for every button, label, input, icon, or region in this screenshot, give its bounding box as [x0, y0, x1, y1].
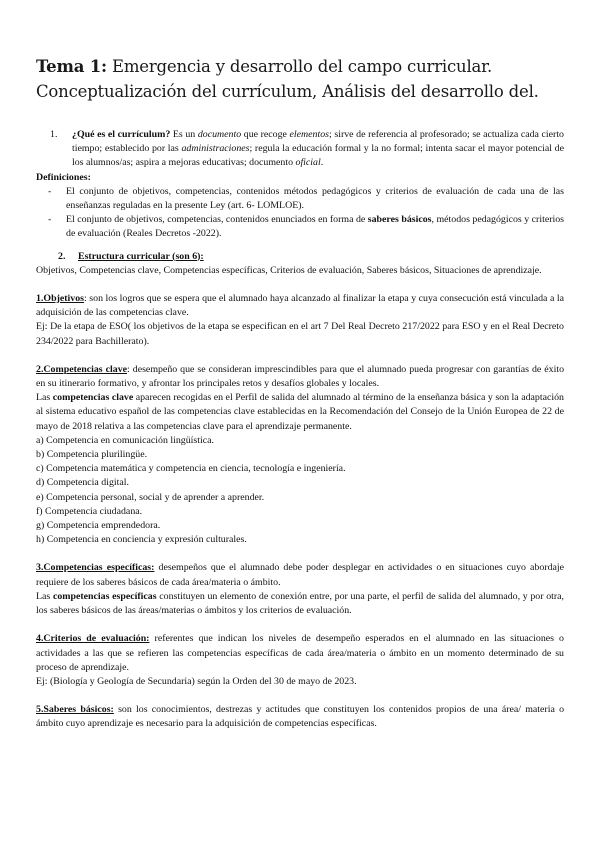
- ce-p2-c: constituyen un elemento de conexión entre, por una parte, el perfil de salida del alumnado, y por otra, los saberes básicos de las áreas/materias o ámbitos y los criterios de evaluación.: [36, 590, 565, 617]
- cc-p2-a: Las: [36, 392, 51, 404]
- definition-text-a: El conjunto de objetivos, competencias, contenidos enunciados en forma de: [66, 214, 366, 226]
- question-curriculum: [36, 128, 564, 171]
- title-text: Emergencia y desarrollo del campo curricular. Conceptualización del currículum, Análisis del desarrollo del.: [36, 57, 539, 101]
- cc-p2-bold: competencias clave: [52, 392, 134, 404]
- q1-italic-4: oficial: [295, 157, 321, 169]
- competencias-clave-paragraph: [36, 391, 564, 434]
- competencias-especificas-heading: 3.Competencias específicas:: [36, 562, 155, 574]
- q1-text-5: .: [320, 157, 324, 169]
- competencias-especificas-paragraph: [36, 590, 564, 618]
- competencia-list-item: a) Competencia en comunicación lingüística.: [36, 434, 214, 446]
- definition-dash: -: [48, 214, 52, 226]
- section-saberes: [36, 703, 564, 731]
- section-objetivos: [36, 292, 564, 320]
- competencia-list-item: d) Competencia digital.: [36, 477, 129, 489]
- definiciones-heading-text: Definiciones:: [36, 171, 91, 183]
- definition-item: [36, 213, 564, 241]
- section-competencias-clave: [36, 363, 564, 391]
- saberes-heading: 5.Saberes básicos:: [36, 704, 114, 716]
- ce-p2-bold: competencias específicas: [52, 590, 157, 602]
- competencia-list-item: h) Competencia en conciencia y expresión culturales.: [36, 534, 247, 546]
- competencia-list-item: g) Competencia emprendedora.: [36, 520, 161, 532]
- q1-text-2: que recoge: [243, 129, 287, 140]
- definition-text: El conjunto de objetivos, competencias, contenidos métodos pedagógicos y criterios de evaluación de cada una de las enseñanzas reguladas en la presente Ley (art. 6- LOMLOE).: [66, 185, 564, 212]
- q1-text-4: ; regula la educación formal y la no formal; intenta sacar el mayor potencial de los alumnos/as; aspira a mejoras educativas; documento: [72, 143, 564, 169]
- section-criterios: [36, 632, 564, 675]
- definition-text-c: , métodos pedagógicos y criterios de evaluación (Reales Decretos -2022).: [66, 214, 565, 240]
- estructura-text: Objetivos, Competencias clave, Competencias específicas, Criterios de evaluación, Saberes básicos, Situaciones de aprendizaje.: [36, 264, 542, 276]
- q1-italic-1: documento: [197, 129, 242, 140]
- definiciones-heading: [36, 171, 564, 185]
- competencia-list-item: c) Competencia matemática y competencia en ciencia, tecnología e ingeniería.: [36, 463, 346, 475]
- objetivos-example: Ej: De la etapa de ESO( los objetivos de la etapa se especifican en el art 7 Del Real Decreto 217/2022 para ESO y en el Real Decreto 234/2022 para Bachillerato).: [36, 321, 564, 347]
- question-heading: ¿Qué es el currículum?: [72, 129, 171, 140]
- q1-italic-2: elementos: [289, 129, 330, 140]
- q1-text-3: ; sirve de referencia al profesorado; se actualiza cada cierto tiempo; establecido por las: [72, 129, 564, 155]
- objetivos-text: : son los logros que se espera que el alumnado haya alcanzado al finalizar la etapa y cuya consecución está vinculada a la adquisición de las competencias clave.: [36, 293, 564, 319]
- estructura-number: 2.: [58, 250, 66, 262]
- q1-text-1: Es un: [172, 129, 196, 140]
- title-label: Tema 1:: [36, 57, 107, 76]
- competencias-clave-heading: 2.Competencias clave: [36, 363, 128, 375]
- definition-item: [36, 185, 564, 213]
- ce-p2-a: Las: [36, 590, 51, 602]
- document-body: [36, 128, 564, 732]
- competencias-especificas-text: desempeños que el alumnado debe poder desplegar en actividades o en situaciones cuyo abordaje requiere de los saberes básicos de cada área/materia o ámbito.: [36, 562, 565, 588]
- competencia-list-item: f) Competencia ciudadana.: [36, 505, 143, 517]
- competencia-list-item: e) Competencia personal, social y de aprender a aprender.: [36, 491, 265, 503]
- criterios-text: referentes que indican los niveles de desempeño esperados en el alumnado en las situaciones o actividades a las que se refieren las competencias específicas de cada área/materia o ámbito en un momento determinado de su proceso de aprendizaje.: [36, 633, 564, 673]
- definition-bold: saberes básicos: [367, 214, 432, 226]
- page-title: [36, 54, 576, 104]
- estructura-heading-text: Estructura curricular (son 6):: [78, 250, 204, 262]
- competencia-list-item: b) Competencia plurilingüe.: [36, 449, 148, 461]
- cc-p2-c: aparecen recogidas en el Perfil de salida del alumnado al término de la enseñanza básica y son la adaptación al sistema educativo español de las competencias clave establecidas en la Recomendación del Consejo de la Unión Europea de 22 de mayo de 2018 relativa a las competencias clave para el aprendizaje permanente.: [36, 392, 564, 432]
- estructura-heading: [36, 250, 564, 264]
- saberes-text: son los conocimientos, destrezas y actitudes que constituyen los contenidos propios de una área/ materia o ámbito cuyo aprendizaje es necesario para la adquisición de competencias específicas.: [36, 704, 565, 730]
- q1-italic-3: administraciones: [181, 143, 250, 155]
- question-text: [72, 128, 564, 171]
- section-competencias-especificas: [36, 561, 564, 589]
- objetivos-heading: 1.Objetivos: [36, 293, 85, 305]
- criterios-example: Ej: (Biología y Geología de Secundaria) según la Orden del 30 de mayo de 2023.: [36, 675, 357, 687]
- criterios-heading: 4.Criterios de evaluación:: [36, 633, 150, 645]
- question-number: 1.: [50, 129, 58, 140]
- competencias-clave-text: : desempeño que se consideran imprescindibles para que el alumnado pueda progresar con garantías de éxito en su itinerario formativo, y afrontar los principales retos y desafíos globales y locales.: [36, 363, 565, 390]
- definition-dash: -: [48, 185, 52, 197]
- definition-text: [66, 213, 564, 241]
